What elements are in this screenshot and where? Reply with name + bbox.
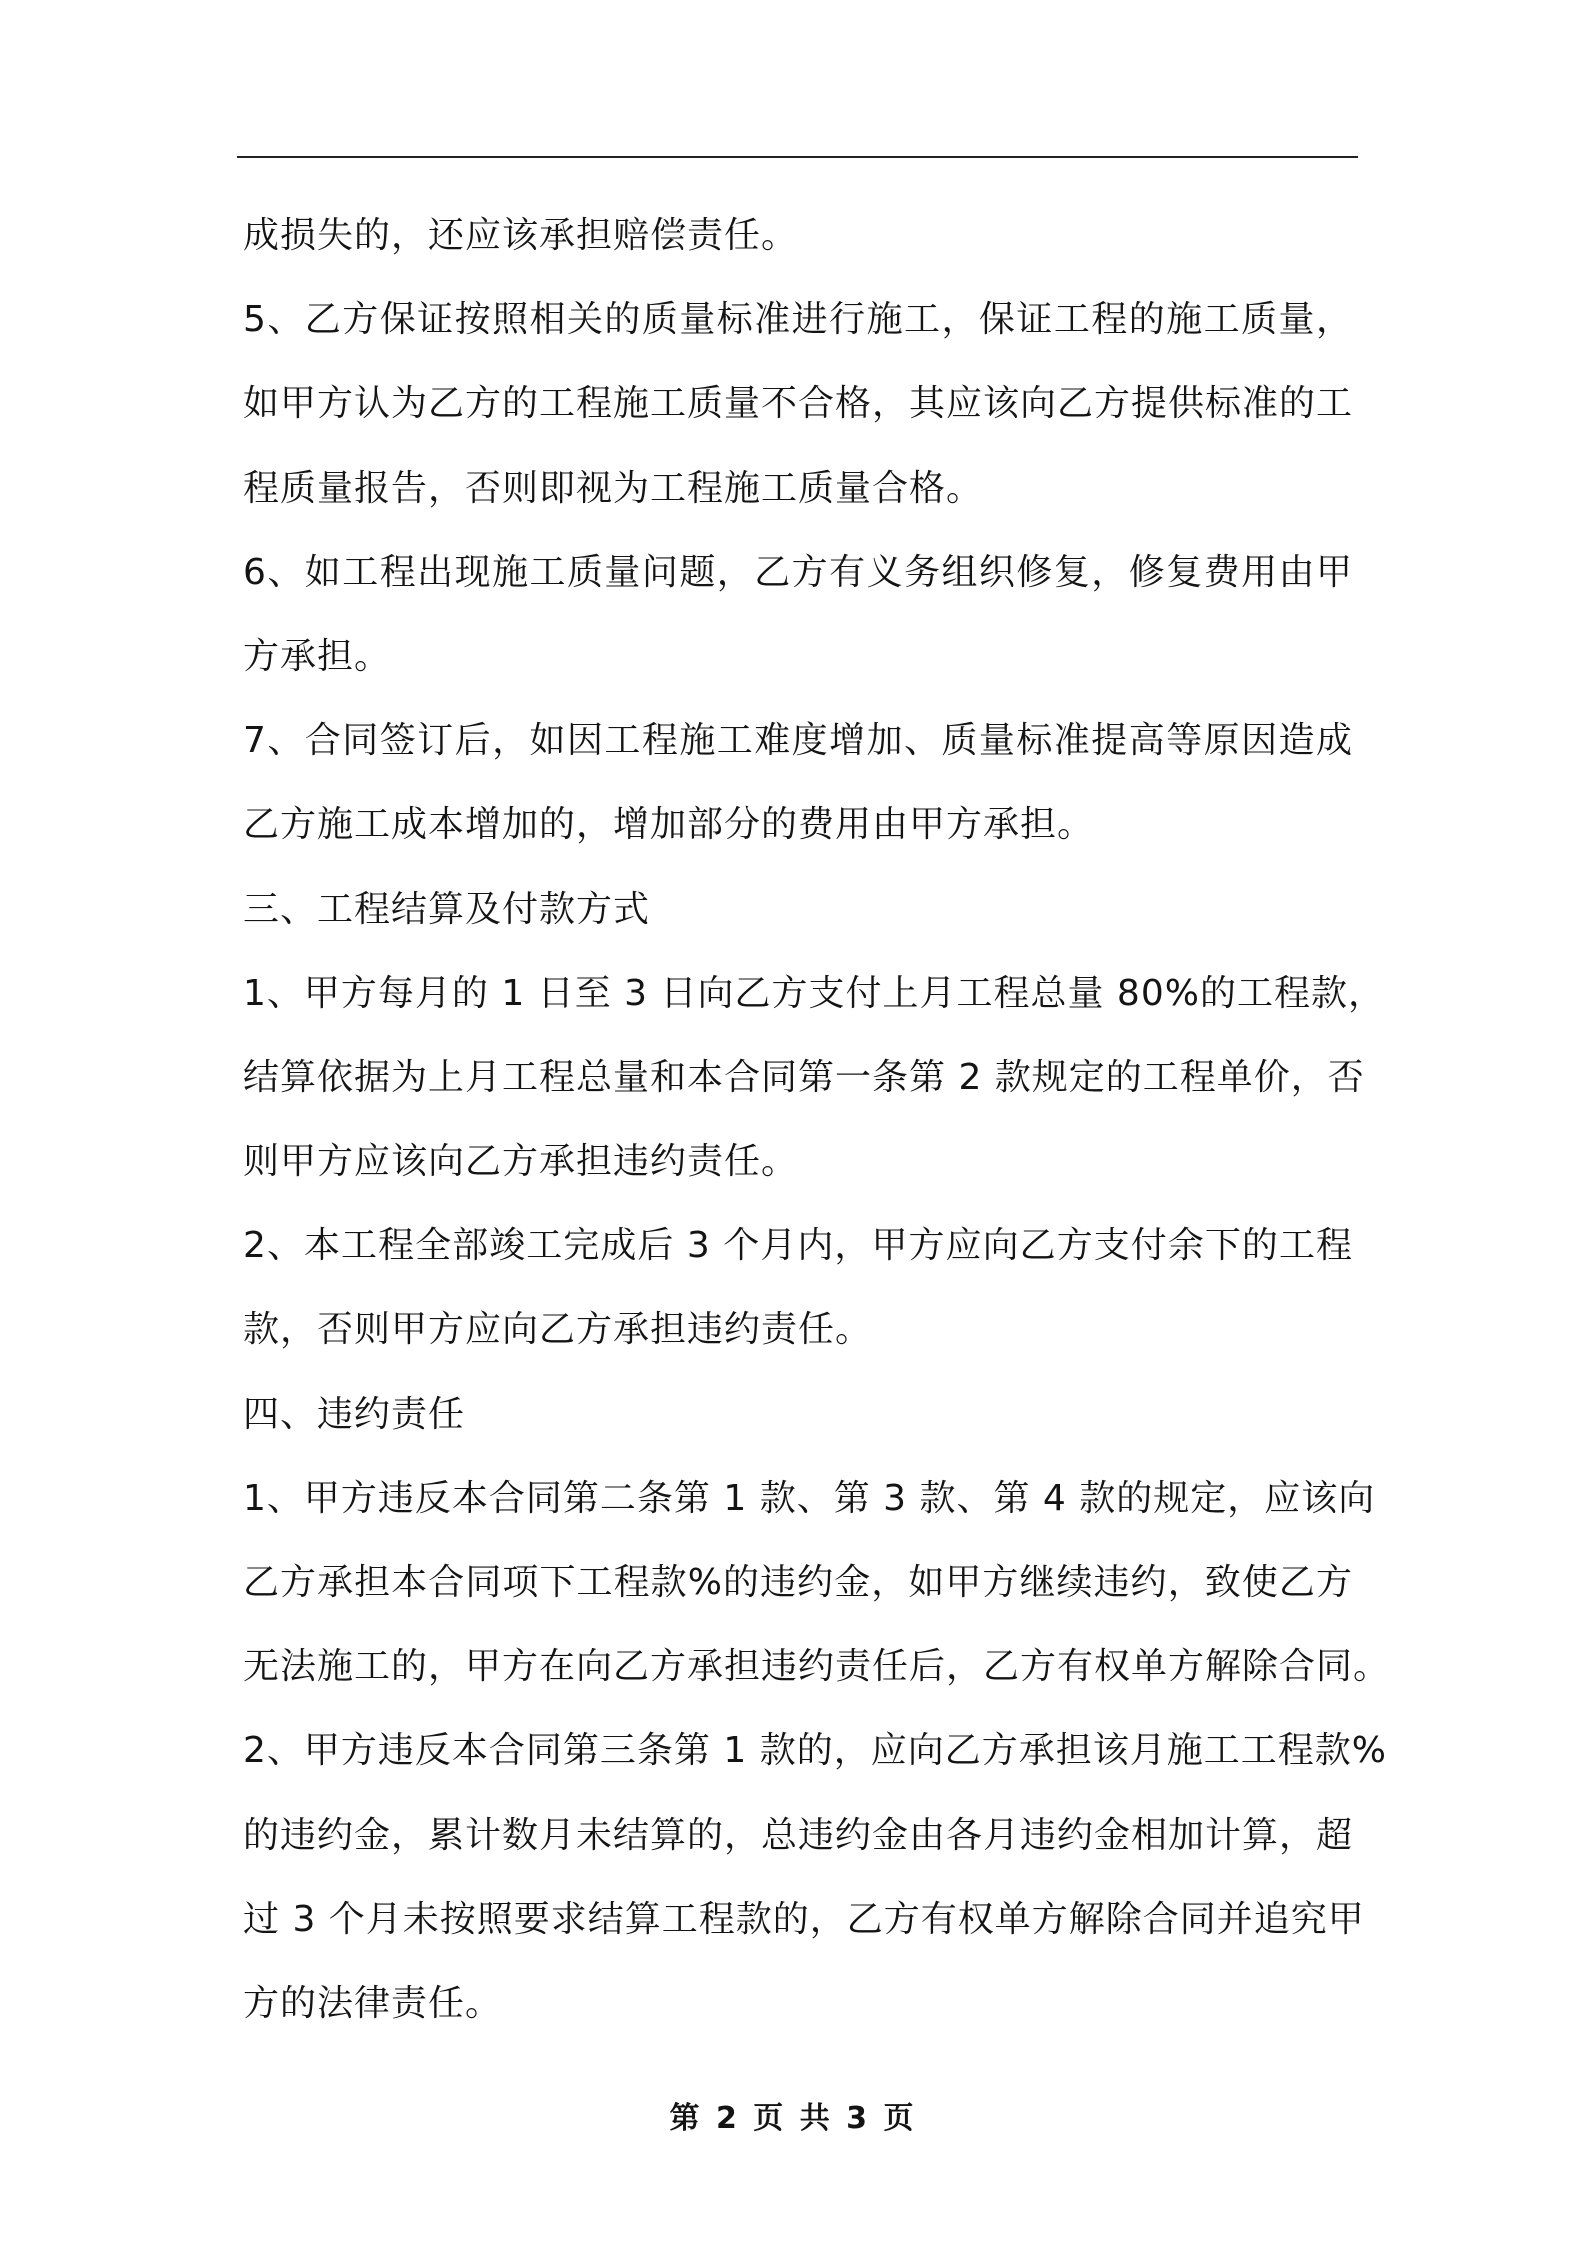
text-line: 方承担。 <box>243 635 392 677</box>
text-line: 2、甲方违反本合同第三条第 1 款的，应向乙方承担该月施工工程款% <box>243 1730 1387 1772</box>
text-line: 6、如工程出现施工质量问题，乙方有义务组织修复，修复费用由甲 <box>243 551 1353 593</box>
text-line: 1、甲方违反本合同第二条第 1 款、第 3 款、第 4 款的规定，应该向 <box>243 1477 1376 1519</box>
text-line: 过 3 个月未按照要求结算工程款的，乙方有权单方解除合同并追究甲 <box>243 1898 1365 1940</box>
section-heading: 四、违约责任 <box>243 1393 466 1435</box>
text-line: 成损失的，还应该承担赔偿责任。 <box>243 215 799 256</box>
text-line: 无法施工的，甲方在向乙方承担违约责任后，乙方有权单方解除合同。 <box>243 1646 1391 1688</box>
text-line: 乙方承担本合同项下工程款%的违约金，如甲方继续违约，致使乙方 <box>243 1562 1353 1603</box>
document-body <box>243 194 1391 2046</box>
page-number-footer: 第 2 页 共 3 页 <box>669 2101 917 2136</box>
text-line: 方的法律责任。 <box>243 1982 503 2024</box>
section-heading: 三、工程结算及付款方式 <box>243 888 651 930</box>
text-line: 5、乙方保证按照相关的质量标准进行施工，保证工程的施工质量， <box>243 299 1353 341</box>
text-line: 如甲方认为乙方的工程施工质量不合格，其应该向乙方提供标准的工 <box>243 383 1354 425</box>
text-line: 乙方施工成本增加的，增加部分的费用由甲方承担。 <box>243 804 1095 846</box>
text-line: 7、合同签订后，如因工程施工难度增加、质量标准提高等原因造成 <box>243 720 1353 762</box>
header-rule <box>237 156 1358 158</box>
text-line: 的违约金，累计数月未结算的，总违约金由各月违约金相加计算，超 <box>243 1814 1354 1856</box>
text-line: 结算依据为上月工程总量和本合同第一条第 2 款规定的工程单价，否 <box>243 1056 1365 1098</box>
text-line: 1、甲方每月的 1 日至 3 日向乙方支付上月工程总量 80%的工程款， <box>243 972 1385 1014</box>
text-line: 款，否则甲方应向乙方承担违约责任。 <box>243 1309 873 1351</box>
text-line: 2、本工程全部竣工完成后 3 个月内，甲方应向乙方支付余下的工程 <box>243 1225 1353 1267</box>
text-line: 则甲方应该向乙方承担违约责任。 <box>243 1141 799 1183</box>
text-line: 程质量报告，否则即视为工程施工质量合格。 <box>243 467 984 509</box>
